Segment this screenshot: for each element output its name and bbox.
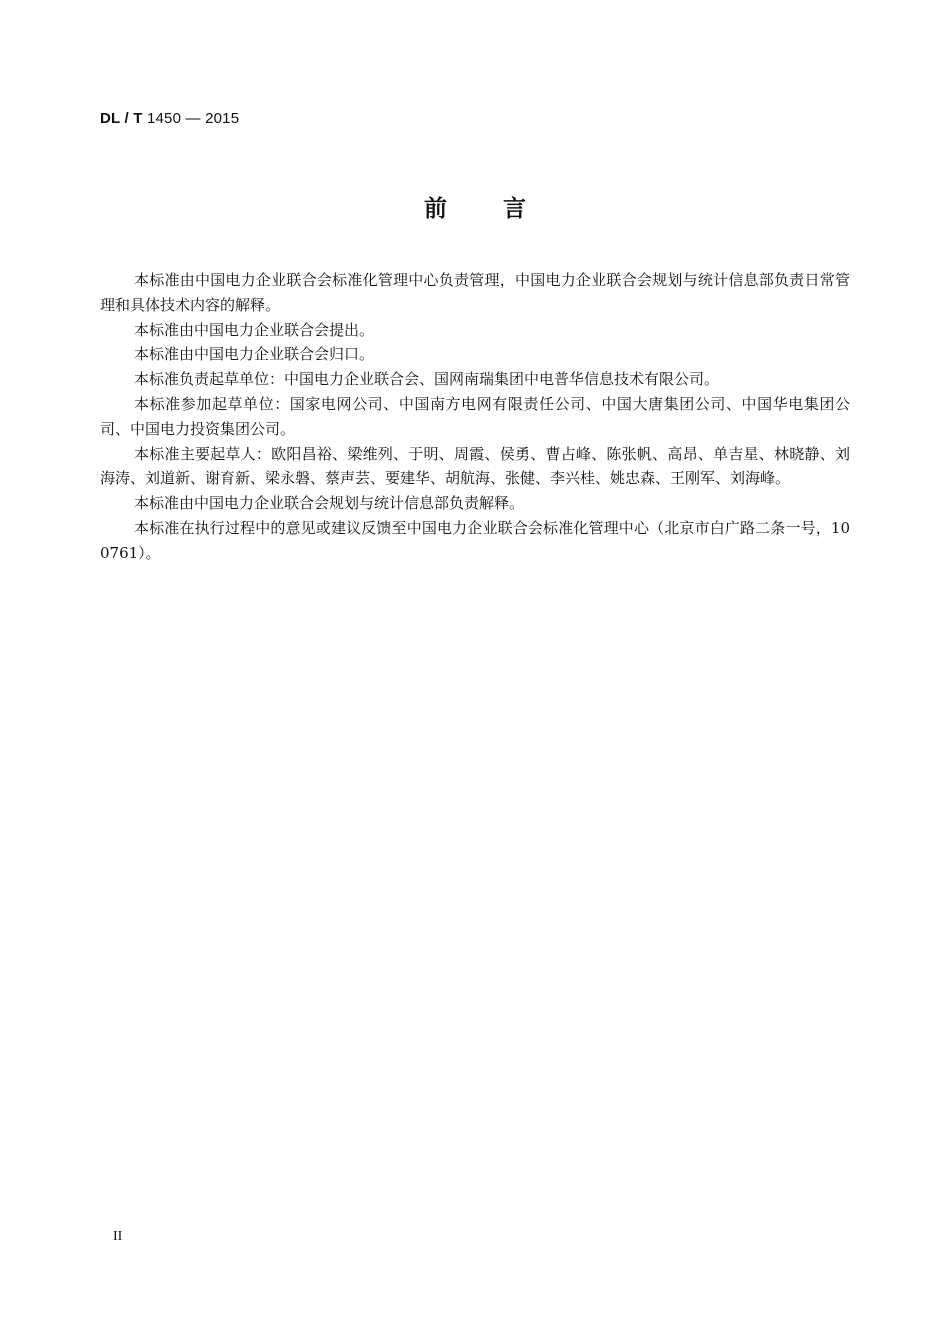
paragraph-drafting-unit: 本标准负责起草单位：中国电力企业联合会、国网南瑞集团中电普华信息技术有限公司。 bbox=[134, 370, 720, 389]
paragraph-centralized-by: 本标准由中国电力企业联合会归口。 bbox=[134, 345, 375, 364]
standard-code-number: 1450 — 2015 bbox=[142, 110, 240, 127]
paragraph-drafters: 本标准主要起草人：欧阳昌裕、梁维列、于明、周霞、侯勇、曹占峰、陈张帆、高昂、单吉星、林晓静、刘海涛、刘道新、谢育新、梁永磐、蔡声芸、要建华、胡航海、张健、李兴桂、姚忠森、王刚军、刘海峰。 bbox=[100, 444, 850, 488]
standard-code bbox=[100, 110, 239, 127]
foreword-body bbox=[100, 268, 850, 566]
paragraph-participating-units: 本标准参加起草单位：国家电网公司、中国南方电网有限责任公司、中国大唐集团公司、中国华电集团公司、中国电力投资集团公司。 bbox=[100, 394, 850, 438]
paragraph-interpretation: 本标准由中国电力企业联合会规划与统计信息部负责解释。 bbox=[134, 494, 525, 513]
paragraph-proposed-by: 本标准由中国电力企业联合会提出。 bbox=[134, 320, 375, 339]
foreword-title: 前言 bbox=[424, 196, 582, 222]
page-number: II bbox=[113, 1229, 123, 1244]
paragraph-feedback: 本标准在执行过程中的意见或建议反馈至中国电力企业联合会标准化管理中心（北京市白广路二条一号，100761）。 bbox=[100, 518, 850, 562]
standard-code-prefix: DL / T bbox=[100, 110, 143, 127]
paragraph-management: 本标准由中国电力企业联合会标准化管理中心负责管理，中国电力企业联合会规划与统计信息部负责日常管理和具体技术内容的解释。 bbox=[100, 271, 850, 314]
